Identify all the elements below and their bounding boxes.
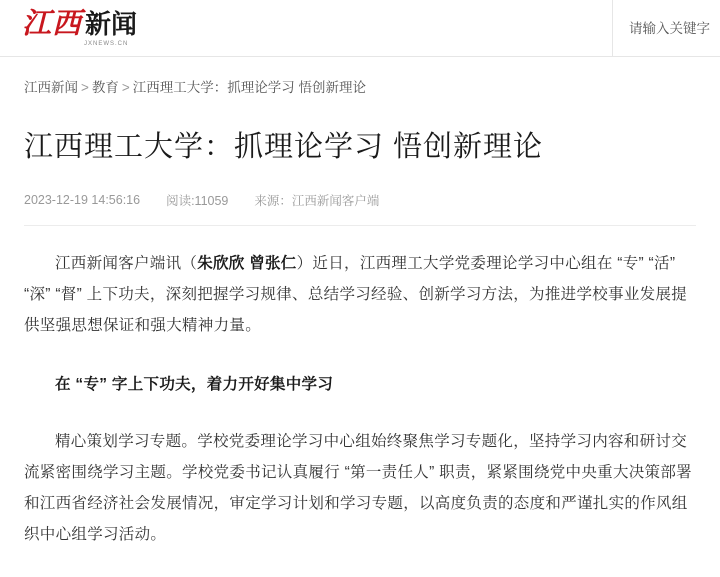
search-box[interactable]	[612, 0, 720, 56]
site-header	[0, 0, 720, 57]
breadcrumb-item-category[interactable]: 教育	[91, 80, 119, 95]
article-meta	[24, 191, 696, 209]
article-body	[24, 248, 696, 550]
logo-text-primary: 江西	[22, 7, 83, 40]
breadcrumb	[0, 57, 720, 98]
source-wrap	[254, 191, 379, 209]
source-value: 江西新闻客户端	[291, 194, 380, 209]
logo-text-secondary: 新闻	[85, 9, 138, 39]
article-paragraph	[24, 248, 696, 341]
page-title: 江西理工大学：抓理论学习 悟创新理论	[24, 130, 544, 163]
source-label: 来源：	[254, 194, 292, 209]
publish-datetime: 2023-12-19 14:56:16	[24, 193, 141, 208]
article	[0, 128, 720, 550]
logo-pinyin: JXNEWS.CN	[84, 40, 129, 47]
paragraph-rest: ）近日，江西理工大学党委理论学习中心组在 “专” “活” “深” “督” 上下功夫，深刻把握学习规律、总结学习经验、创新学习方法，为推进学校事业发展提供坚强思想保证和强大精神力量。	[24, 255, 688, 335]
site-logo[interactable]	[0, 0, 137, 56]
breadcrumb-separator: >	[81, 80, 89, 95]
breadcrumb-separator: >	[121, 80, 130, 95]
paragraph-lead: 江西新闻客户端讯（	[55, 255, 198, 273]
article-paragraph: 精心策划学习专题。学校党委理论学习中心组始终聚焦学习专题化，坚持学习内容和研讨交流紧密围绕学习主题。学校党委书记认真履行 “第一责任人” 职责，紧紧围绕党中央重大决策部署和江西省经济社会发展情况，审定学习计划和学习专题，以高度负责的态度和严谨扎实的作风组织中心组学习活动。	[24, 433, 692, 544]
meta-divider	[24, 225, 696, 226]
read-count: 阅读:11059	[166, 194, 229, 209]
breadcrumb-item-home[interactable]: 江西新闻	[24, 80, 78, 95]
article-author: 朱欣欣 曾张仁	[197, 255, 297, 273]
search-input[interactable]	[613, 20, 720, 37]
article-subheading: 在 “专” 字上下功夫，着力开好集中学习	[55, 376, 334, 394]
breadcrumb-item-current: 江西理工大学：抓理论学习 悟创新理论	[132, 80, 367, 95]
